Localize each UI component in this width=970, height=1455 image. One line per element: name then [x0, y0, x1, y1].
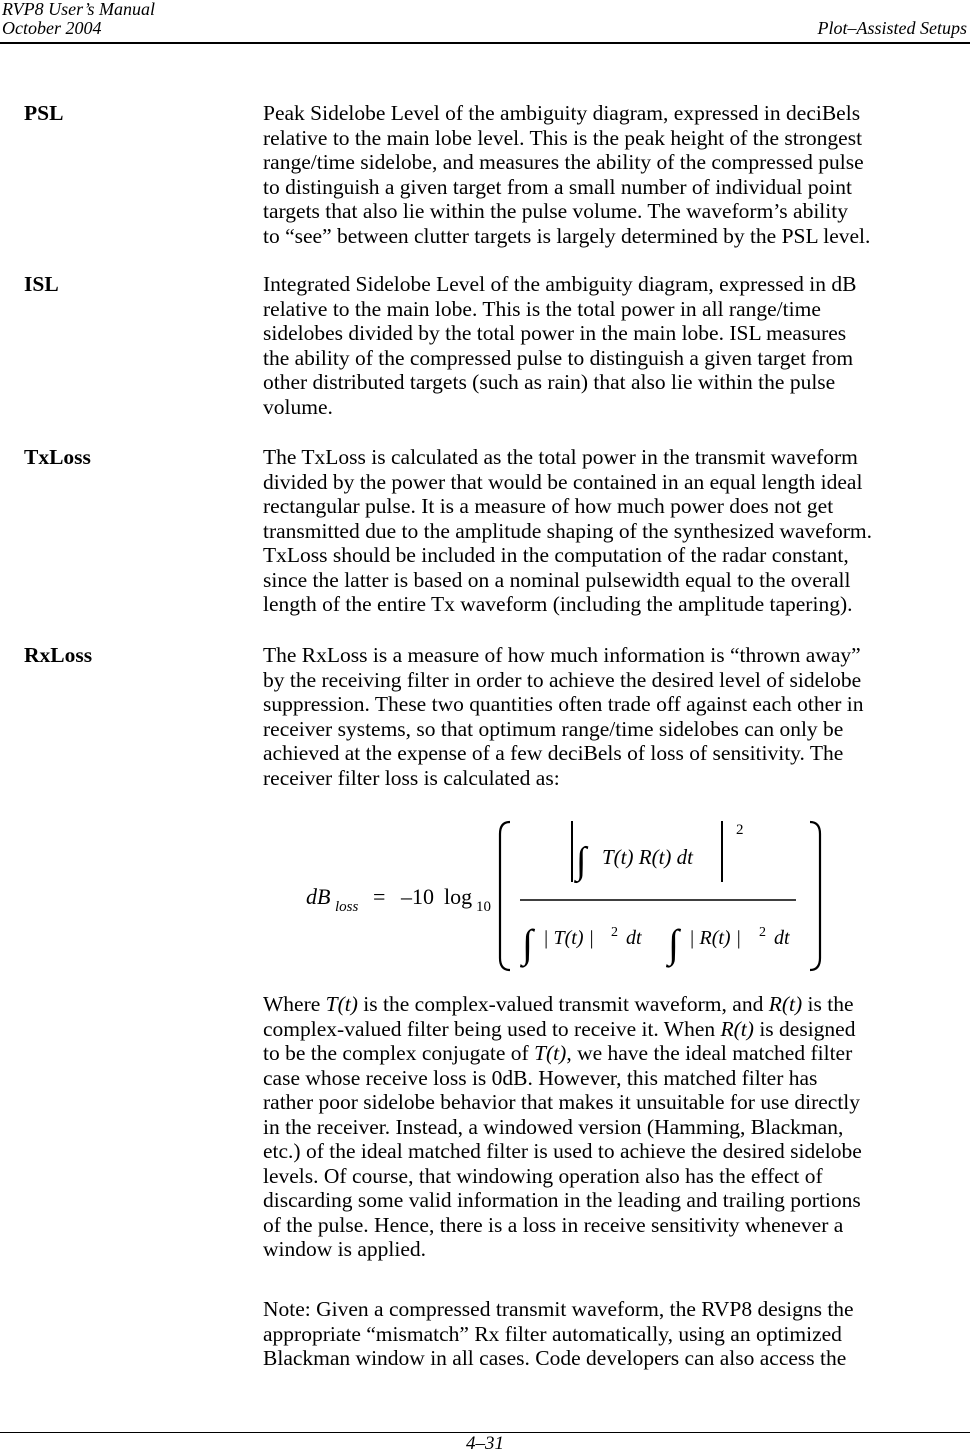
definition-psl [263, 101, 970, 248]
text-line: The TxLoss is calculated as the total power in the transmit waveform [263, 445, 858, 469]
text-line [263, 1017, 970, 1042]
header-rule [0, 42, 970, 44]
variable: T(t) [534, 1041, 567, 1065]
text-line: volume. [263, 394, 333, 419]
text-run: Where [263, 992, 326, 1016]
text-line: Note: Given a compressed transmit waveform, the RVP8 designs the [263, 1297, 854, 1321]
text-line: etc.) of the ideal matched filter is used to achieve the desired sidelobe [263, 1139, 862, 1163]
numerator-power: 2 [736, 822, 744, 838]
text-line: the ability of the compressed pulse to distinguish a given target from [263, 345, 854, 370]
text-line [263, 992, 970, 1017]
text-line: levels. Of course, that windowing operation also has the effect of [263, 1163, 823, 1188]
integral-sign-icon: ∫ [522, 921, 533, 966]
text-line: relative to the main lobe level. This is the peak height of the strongest [263, 125, 863, 150]
left-parenthesis [500, 822, 510, 970]
term-txloss: TxLoss [24, 445, 91, 469]
text-run: is the [802, 992, 854, 1016]
formula-lhs: dB [306, 884, 331, 909]
text-line: TxLoss should be included in the computation of the radar constant, [263, 543, 849, 567]
denominator-term-2: | R(t) | [689, 927, 742, 949]
text-line: sidelobes divided by the total power in the main lobe. ISL measures [263, 321, 847, 345]
text-run: complex-valued filter being used to receive it. When [263, 1016, 721, 1041]
text-line: rectangular pulse. It is a measure of how much power does not get [263, 494, 834, 518]
text-line: appropriate “mismatch” Rx filter automatically, using an optimized [263, 1321, 842, 1346]
text-line [263, 1041, 970, 1066]
definition-isl [263, 272, 970, 419]
text-line: divided by the power that would be contained in an equal length ideal [263, 469, 863, 494]
text-line: by the receiving filter in order to achieve the desired level of sidelobe [263, 667, 862, 692]
formula-coefficient: –10 [401, 884, 434, 909]
text-line: The RxLoss is a measure of how much information is “thrown away” [263, 643, 861, 667]
text-line: to “see” between clutter targets is largely determined by the PSL level. [263, 223, 871, 248]
variable: T(t) [325, 992, 358, 1016]
text-line: window is applied. [263, 1237, 427, 1261]
note-paragraph [263, 1297, 970, 1371]
definition-rxloss [263, 643, 970, 790]
denominator-term-2-power: 2 [759, 925, 766, 940]
text-line: Peak Sidelobe Level of the ambiguity diagram, expressed in deciBels [263, 101, 861, 125]
formula-numerator: T(t) R(t) dt [602, 845, 693, 869]
text-line: receiver systems, so that optimum range/time sidelobes can only be [263, 716, 844, 741]
text-line: length of the entire Tx waveform (including the amplitude tapering). [263, 592, 853, 616]
manual-date: October 2004 [2, 18, 102, 38]
header-section-title: Plot–Assisted Setups [817, 18, 967, 38]
text-line: since the latter is based on a nominal pulsewidth equal to the overall [263, 567, 851, 592]
text-run: , we have the ideal matched filter [566, 1041, 853, 1065]
integral-sign-icon: ∫ [576, 840, 587, 882]
header-manual-title [2, 0, 155, 38]
text-line: receiver filter loss is calculated as: [263, 765, 560, 790]
term-rxloss: RxLoss [24, 643, 93, 667]
text-line: rather poor sidelobe behavior that makes it unsuitable for use directly [263, 1090, 861, 1114]
text-line: suppression. These two quantities often trade off against each other in [263, 692, 864, 716]
formula-lhs-subscript: loss [335, 899, 359, 915]
text-run: to be the complex conjugate of [263, 1041, 535, 1065]
variable: R(t) [768, 992, 803, 1016]
text-line: range/time sidelobe, and measures the ability of the compressed pulse [263, 150, 864, 174]
formula-log: log [444, 884, 473, 909]
denominator-term-1-power: 2 [611, 925, 618, 940]
text-line: transmitted due to the amplitude shaping of the synthesized waveform. [263, 518, 873, 543]
integral-sign-icon: ∫ [668, 921, 679, 966]
variable: R(t) [720, 1016, 754, 1041]
denominator-term-1-dt: dt [626, 927, 642, 949]
page-number: 4–31 [466, 1433, 504, 1454]
formula-log-subscript: 10 [476, 899, 491, 915]
where-paragraph [263, 992, 970, 1262]
text-run: is the complex-valued transmit waveform, and [357, 992, 769, 1016]
text-line: in the receiver. Instead, a windowed version (Hamming, Blackman, [263, 1114, 844, 1139]
text-line: Blackman window in all cases. Code developers can also access the [263, 1346, 847, 1370]
text-line: achieved at the expense of a few deciBels of loss of sensitivity. The [263, 741, 844, 765]
text-line: targets that also lie within the pulse volume. The waveform’s ability [263, 199, 848, 223]
text-line: other distributed targets (such as rain) that also lie within the pulse [263, 370, 836, 394]
right-parenthesis [810, 822, 820, 970]
manual-name: RVP8 User’s Manual [2, 0, 155, 19]
denominator-term-2-dt: dt [774, 927, 790, 949]
term-isl: ISL [24, 272, 59, 296]
text-line: discarding some valid information in the leading and trailing portions [263, 1188, 861, 1212]
text-line: case whose receive loss is 0dB. However, this matched filter has [263, 1065, 818, 1090]
rx-loss-formula [300, 816, 830, 976]
text-line: to distinguish a given target from a small number of individual point [263, 174, 852, 199]
denominator-term-1: | T(t) | [543, 927, 594, 949]
text-line: of the pulse. Hence, there is a loss in receive sensitivity whenever a [263, 1212, 844, 1237]
formula-equals: = [373, 884, 386, 909]
term-psl: PSL [24, 101, 64, 125]
text-line: Integrated Sidelobe Level of the ambiguity diagram, expressed in dB [263, 272, 857, 296]
definition-txloss [263, 445, 970, 617]
text-run: is designed [753, 1016, 856, 1041]
text-line: relative to the main lobe. This is the total power in all range/time [263, 296, 821, 321]
